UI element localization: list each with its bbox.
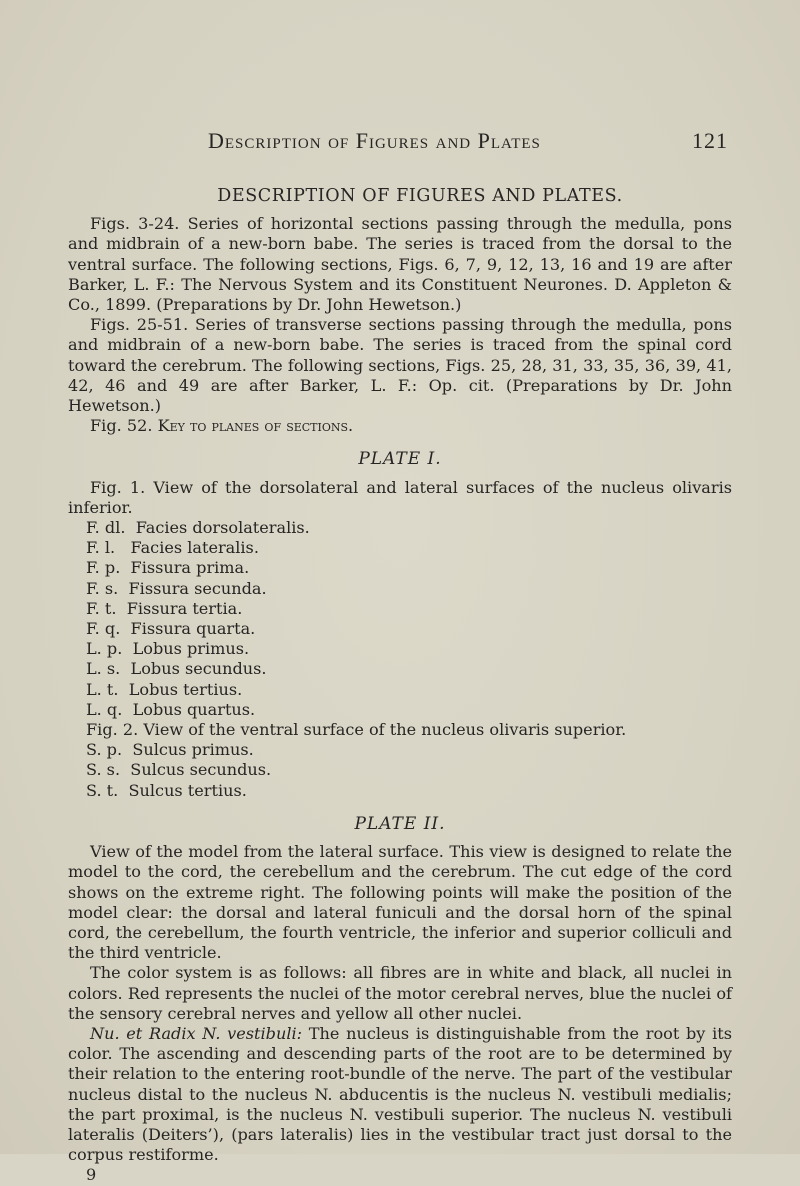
intro-text: Key to planes of sections. bbox=[157, 416, 354, 436]
key-abbr: S. t. bbox=[86, 780, 119, 800]
key-desc: Lobus secundus. bbox=[130, 659, 267, 679]
paragraph-text: The nucleus is distinguishable from the root by its color. The ascending and descending parts of the root are to be determined by their relation to the entering root-bundle of the nerve. The part of the vestibular nucleus distal to the nucleus N. abducentis is the nucleus N. vestibuli medialis; the part proximal, is the nucleus N. vestibuli superior. The nucleus N. vestibuli lateralis (Deiters’), (pars lateralis) lies in the vestibular tract just dorsal to the corpus restiforme. bbox=[68, 1023, 732, 1165]
key-abbr: L. t. bbox=[86, 679, 119, 699]
key-item bbox=[86, 659, 732, 679]
page-content bbox=[68, 186, 732, 1186]
signature-mark: 9 bbox=[86, 1165, 97, 1185]
key-item bbox=[86, 680, 732, 700]
key-item bbox=[86, 538, 732, 558]
key-item bbox=[86, 599, 732, 619]
key-item bbox=[86, 760, 732, 780]
key-item bbox=[86, 518, 732, 538]
key-item bbox=[86, 740, 732, 760]
intro-paragraph-figs-25-51 bbox=[68, 315, 732, 416]
plate-1-fig-1-caption bbox=[68, 478, 732, 518]
fig-1-key-list bbox=[68, 518, 732, 720]
document-title: DESCRIPTION OF FIGURES AND PLATES. bbox=[217, 186, 623, 206]
intro-lead: Figs. 3-24. bbox=[90, 214, 180, 234]
key-desc: Sulcus primus. bbox=[132, 740, 254, 760]
key-abbr: S. p. bbox=[86, 740, 123, 760]
paragraph-lead: Nu. et Radix N. vestibuli: bbox=[90, 1023, 303, 1043]
fig-caption: View of the dorsolateral and lateral surfaces of the nucleus olivaris inferior. bbox=[68, 477, 732, 517]
key-abbr: L. p. bbox=[86, 639, 123, 659]
key-desc: Fissura secunda. bbox=[128, 578, 267, 598]
key-desc: Lobus quartus. bbox=[132, 699, 256, 719]
plate-2-paragraph-3 bbox=[68, 1024, 732, 1165]
intro-text: Series of horizontal sections passing through the medulla, pons and midbrain of a new-born babe. The series is traced from the dorsal to the ventral surface. The following sections, Figs. 6, 7, 9, 12, 13, 16 and 19 are after Barker, L. F.: The Nervous System and its Constituent Neurones. D. Appleton & Co., 1899. (Preparations by Dr. John Hewetson.) bbox=[68, 214, 732, 315]
fig-lead: Fig. 2. bbox=[86, 720, 139, 740]
key-item bbox=[86, 558, 732, 578]
page-number: 121 bbox=[692, 128, 728, 153]
plate-1-heading: PLATE I. bbox=[358, 449, 442, 470]
key-abbr: L. s. bbox=[86, 659, 121, 679]
fig-caption: View of the ventral surface of the nucleus olivaris superior. bbox=[143, 720, 627, 740]
key-desc: Lobus primus. bbox=[132, 639, 250, 659]
plate-2-heading: PLATE II. bbox=[354, 813, 446, 834]
key-abbr: F. p. bbox=[86, 558, 121, 578]
key-item bbox=[86, 639, 732, 659]
fig-lead: Fig. 1. bbox=[90, 477, 146, 497]
key-desc: Sulcus secundus. bbox=[130, 760, 272, 780]
running-head bbox=[208, 128, 728, 154]
key-desc: Fissura quarta. bbox=[130, 619, 256, 639]
running-head-title: Description of Figures and Plates bbox=[208, 128, 541, 153]
key-item bbox=[86, 619, 732, 639]
key-desc: Sulcus tertius. bbox=[128, 780, 247, 800]
key-abbr: L. q. bbox=[86, 699, 123, 719]
intro-paragraph-figs-3-24 bbox=[68, 214, 732, 315]
intro-lead: Figs. 25-51. bbox=[90, 315, 189, 335]
intro-text: Series of transverse sections passing through the medulla, pons and midbrain of a new-born babe. The series is traced from the spinal cord toward the cerebrum. The following sections, Figs. 25, 28, 31, 33, 35, 36, 39, 41, 42, 46 and 49 are after Barker, L. F.: Op. cit. (Preparations by Dr. John Hewetson.) bbox=[68, 315, 732, 416]
key-desc: Facies dorsolateralis. bbox=[135, 518, 310, 538]
plate-2-paragraph-1: View of the model from the lateral surface. This view is designed to relate the model to the cord, the cerebellum and the cerebrum. The cut edge of the cord shows on the extreme right. The following points will make the position of the model clear: the dorsal and lateral funiculi and the dorsal horn of the spinal cord, the cerebellum, the fourth ventricle, the inferior and superior colliculi and the third ventricle. bbox=[68, 842, 732, 963]
intro-lead: Fig. 52. bbox=[90, 416, 153, 436]
key-item bbox=[86, 781, 732, 801]
key-desc: Lobus tertius. bbox=[128, 679, 243, 699]
key-desc: Facies lateralis. bbox=[130, 538, 259, 558]
key-abbr: F. t. bbox=[86, 598, 117, 618]
key-abbr: F. dl. bbox=[86, 518, 126, 538]
key-abbr: F. s. bbox=[86, 578, 119, 598]
plate-2-paragraph-2: The color system is as follows: all fibres are in white and black, all nuclei in colors. Red represents the nuclei of the motor cerebral nerves, blue the nuclei of the sensory cerebral nerves and yellow all other nuclei. bbox=[68, 963, 732, 1023]
intro-paragraph-fig-52 bbox=[68, 416, 732, 436]
fig-2-key-list bbox=[68, 740, 732, 801]
key-abbr: S. s. bbox=[86, 760, 121, 780]
key-desc: Fissura prima. bbox=[130, 558, 250, 578]
key-desc: Fissura tertia. bbox=[126, 598, 243, 618]
key-item bbox=[86, 579, 732, 599]
key-abbr: F. q. bbox=[86, 619, 121, 639]
plate-1-fig-2-caption bbox=[86, 720, 732, 740]
key-abbr: F. l. bbox=[86, 538, 116, 558]
key-item bbox=[86, 700, 732, 720]
